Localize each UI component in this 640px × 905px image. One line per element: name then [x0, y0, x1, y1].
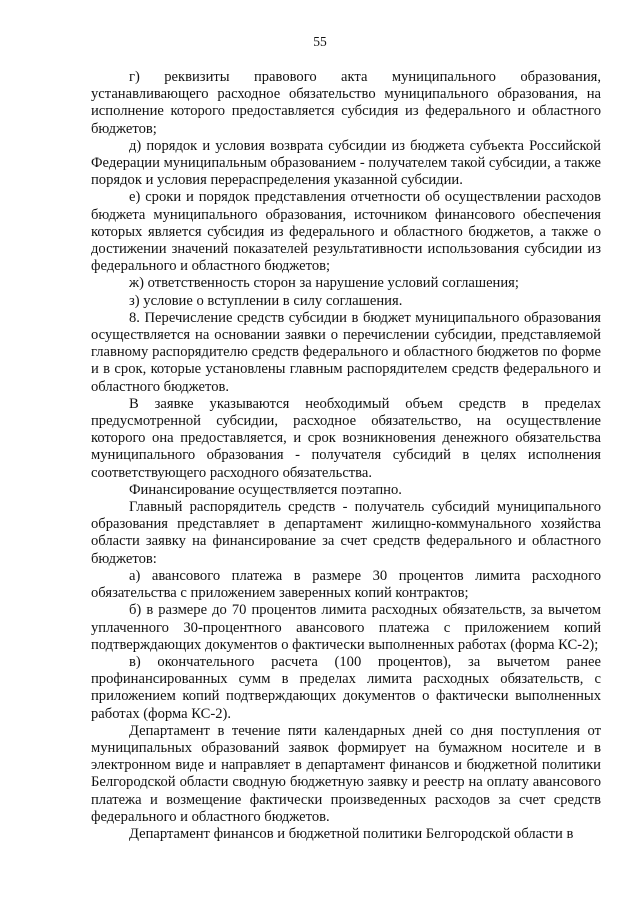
- paragraph-item-v: в) окончательного расчета (100 процентов), за вычетом ранее профинансированных сумм в пределах лимита расходных обязательств, с приложением копий подтверждающих документов о фактически выполненных работах (форма КС-2).: [91, 653, 601, 722]
- paragraph-item-g: г) реквизиты правового акта муниципального образования, устанавливающего расходное обязательство муниципального образования, на исполнение которого предоставляется субсидия из федерального и областного бюджетов;: [91, 69, 601, 137]
- paragraph-clause-8: 8. Перечисление средств субсидии в бюджет муниципального образования осуществляется на основании заявки о перечислении субсидии, представляемой главному распорядителю средств федерального и областного бюджетов по форме и в срок, которые установлены главным распорядителем средств федерального и областного бюджетов.: [91, 309, 601, 395]
- paragraph-department-deadline: Департамент в течение пяти календарных дней со дня поступления от муниципальных образований заявок формирует на бумажном носителе и в электронном виде и направляет в департамент финансов и бюджетной политики Белгородской области сводную бюджетную заявку и реестр на оплату авансового платежа и возмещение фактически произведенных расходов за счет средств федерального и областного бюджетов.: [91, 722, 601, 825]
- document-body: [91, 69, 601, 843]
- paragraph-item-d: д) порядок и условия возврата субсидии из бюджета субъекта Российской Федерации муниципальным образованием - получателем такой субсидии, а также порядок и условия перераспределения указанной субсидии.: [91, 137, 601, 189]
- paragraph-item-e: е) сроки и порядок представления отчетности об осуществлении расходов бюджета муниципального образования, источником финансового обеспечения которых является субсидия из федерального и областного бюджетов, а также о достижении значений показателей результативности использования субсидии из федерального и областного бюджетов;: [91, 189, 601, 275]
- paragraph-item-b: б) в размере до 70 процентов лимита расходных обязательств, за вычетом уплаченного 30-процентного авансового платежа с приложением копий подтверждающих документов о фактически выполненных работах (форма КС-2);: [91, 602, 601, 653]
- paragraph-financing-stages: Финансирование осуществляется поэтапно.: [129, 481, 402, 498]
- paragraph-item-a: а) авансового платежа в размере 30 процентов лимита расходного обязательства с приложением заверенных копий контрактов;: [91, 567, 601, 602]
- paragraph-request-contents: В заявке указываются необходимый объем средств в пределах предусмотренной субсидии, расходное обязательство, на осуществление которого она предоставляется, и срок возникновения денежного обязательства муниципального образования - получателя субсидий в целях исполнения соответствующего расходного обязательства.: [91, 395, 601, 481]
- page-number: 55: [313, 34, 327, 49]
- paragraph-main-administrator: Главный распорядитель средств - получатель субсидий муниципального образования представляет в департамент жилищно-коммунального хозяйства области заявку на финансирование за счет средств федерального и областного бюджетов:: [91, 499, 601, 567]
- paragraph-item-zh: ж) ответственность сторон за нарушение условий соглашения;: [129, 275, 519, 292]
- paragraph-finance-department: Департамент финансов и бюджетной политики Белгородской области в: [129, 825, 574, 842]
- paragraph-item-z: з) условие о вступлении в силу соглашения.: [129, 292, 403, 309]
